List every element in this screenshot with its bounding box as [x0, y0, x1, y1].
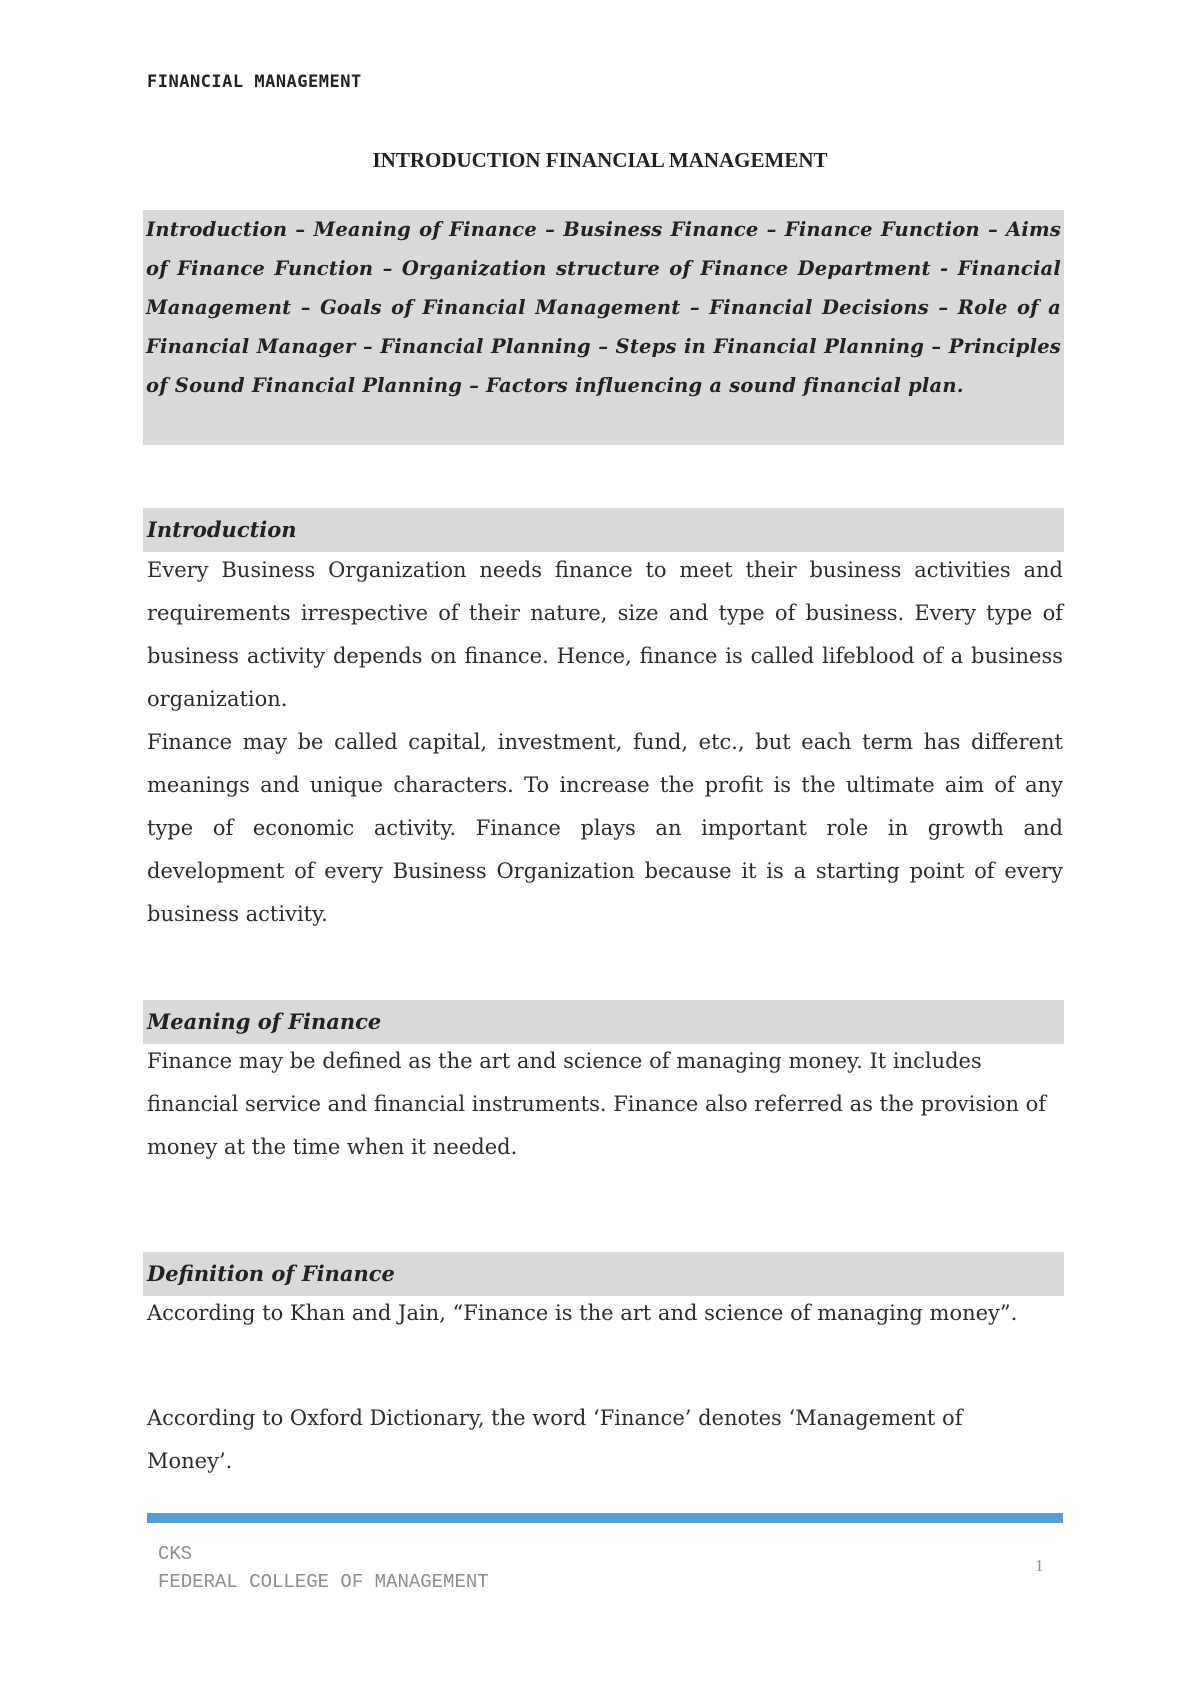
introduction-paragraph-1: Every Business Organization needs finance to meet their business activities and requirements irrespective of their nature, size and type of business. Every type of business activity depends on finance. Hence, finance is called lifeblood of a business organization. — [147, 558, 1063, 711]
section-heading-meaning: Meaning of Finance — [143, 1000, 1064, 1044]
page-number: 1 — [1035, 1556, 1044, 1575]
definition-paragraph-2: According to Oxford Dictionary, the word ‘Finance’ denotes ‘Management of Money’. — [147, 1406, 963, 1473]
running-header: FINANCIAL MANAGEMENT — [147, 72, 362, 92]
section-heading-definition: Definition of Finance — [143, 1252, 1064, 1296]
introduction-paragraph-2: Finance may be called capital, investment, fund, etc., but each term has different meanings and unique characters. To increase the profit is the ultimate aim of any type of economic activity. Finance plays an important role in growth and development of every Business Organization because it is a starting point of every business activity. — [147, 730, 1063, 926]
footer-institution: FEDERAL COLLEGE OF MANAGEMENT — [158, 1571, 489, 1593]
footer-author: CKS — [158, 1543, 193, 1565]
page-title: INTRODUCTION FINANCIAL MANAGEMENT — [372, 148, 828, 172]
section-heading-introduction: Introduction — [143, 508, 1064, 552]
meaning-paragraph: Finance may be defined as the art and science of managing money. It includes financial service and financial instruments. Finance also referred as the provision of money at the time when it needed. — [147, 1049, 1047, 1159]
definition-paragraph-1: According to Khan and Jain, “Finance is the art and science of managing money”. — [147, 1301, 1018, 1325]
chapter-summary-box — [143, 210, 1064, 445]
chapter-summary-text: Introduction – Meaning of Finance – Business Finance – Finance Function – Aims of Finance Function – Organization structure of Finance Department - Financial Management – Goals of Financial Management – Financial Decisions – Role of a Financial Manager – Financial Planning – Steps in Financial Planning – Principles of Sound Financial Planning – Factors influencing a sound financial plan. — [146, 218, 1061, 397]
footer-rule — [147, 1513, 1063, 1523]
footer-organization — [158, 1540, 489, 1596]
